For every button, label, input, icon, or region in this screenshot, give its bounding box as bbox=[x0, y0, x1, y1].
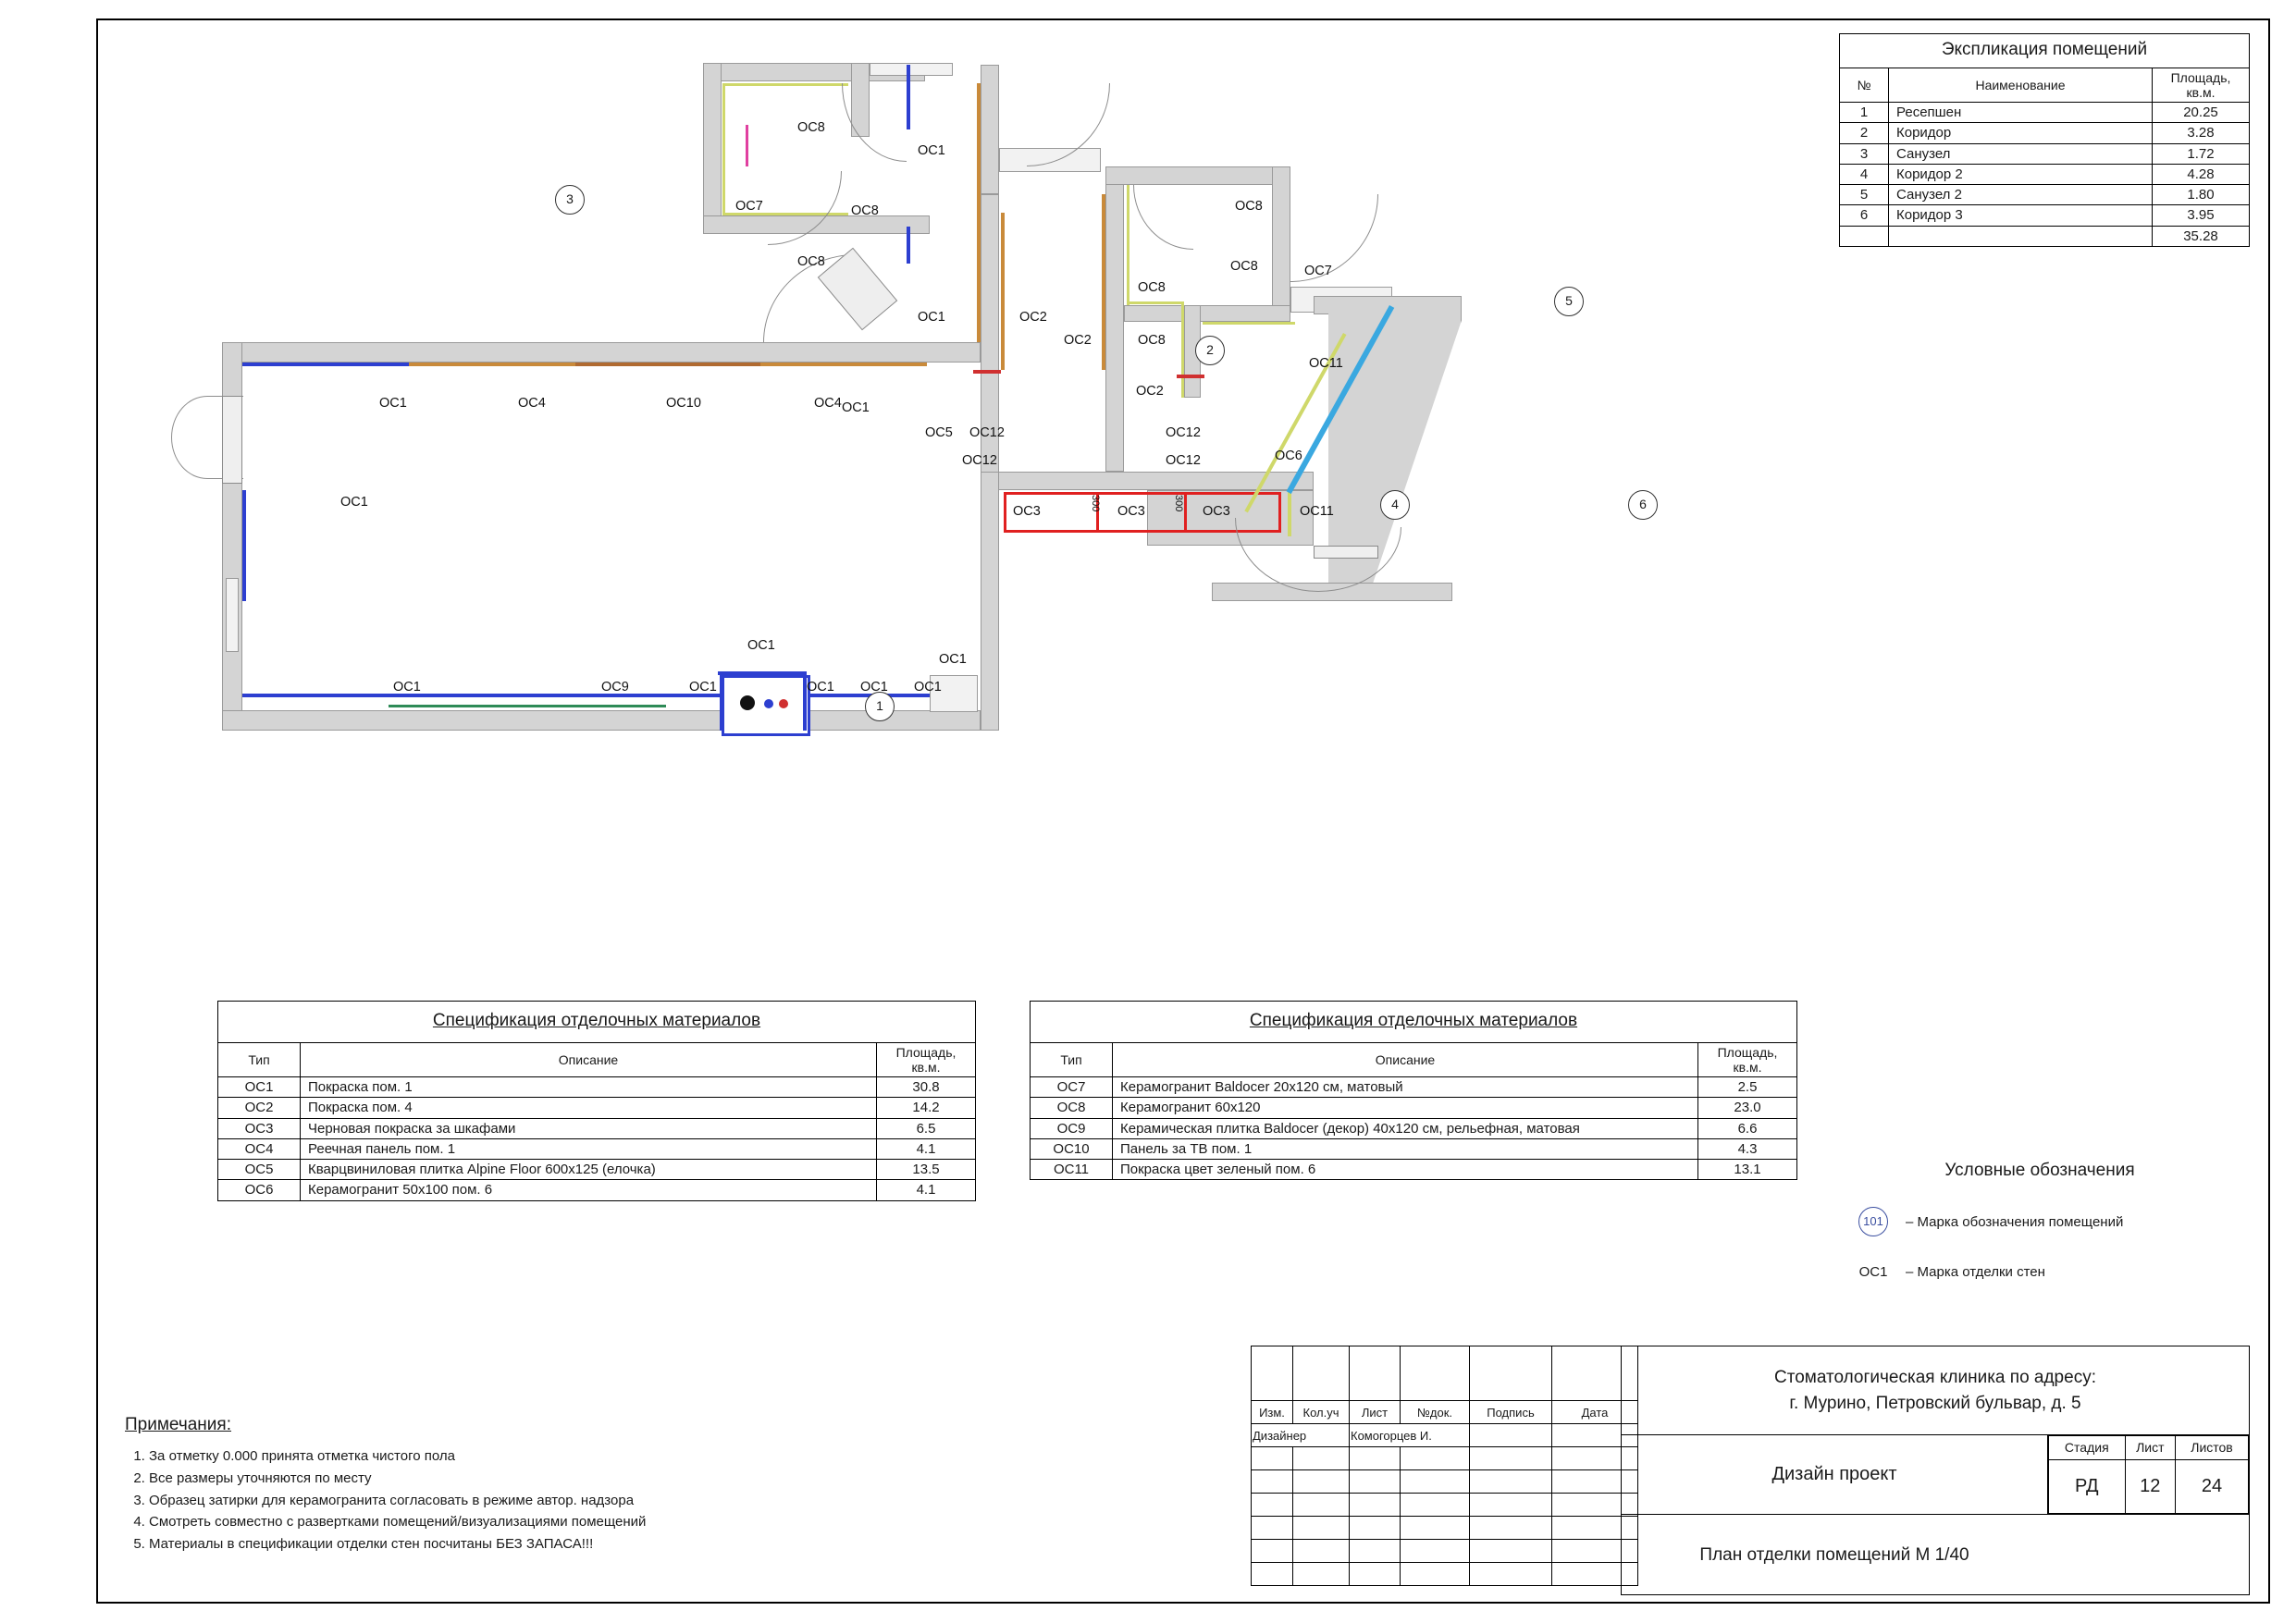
finish-line bbox=[1181, 301, 1184, 398]
finish-line bbox=[1127, 185, 1129, 305]
legend-item-label: – Марка отделки стен bbox=[1906, 1264, 2045, 1280]
table-row: РД 12 24 bbox=[2049, 1459, 2249, 1513]
room-marker: 2 bbox=[1195, 336, 1225, 365]
finish-line bbox=[720, 673, 723, 731]
door-swing-icon bbox=[842, 83, 907, 162]
finish-line bbox=[1203, 322, 1295, 325]
room-marker-symbol: 101 bbox=[1841, 1207, 1906, 1236]
table-row: ОС2 Покраска пом. 4 14.2 bbox=[218, 1098, 976, 1118]
finish-marker-symbol: ОС1 bbox=[1858, 1264, 1888, 1280]
door-swing-icon bbox=[1235, 518, 1318, 592]
finish-line bbox=[907, 227, 910, 264]
wall bbox=[222, 342, 981, 363]
table-row: 4 Коридор 2 4.28 bbox=[1840, 164, 2250, 184]
wall bbox=[1105, 166, 1124, 472]
finish-line bbox=[1177, 375, 1204, 378]
finish-label: ОС12 bbox=[1166, 425, 1201, 440]
door bbox=[222, 396, 242, 484]
explication-table bbox=[1839, 33, 2250, 247]
table-row: 1 Ресепшен 20.25 bbox=[1840, 103, 2250, 123]
finish-line bbox=[1001, 213, 1005, 370]
note-item: 1. За отметку 0.000 принята отметка чистого пола bbox=[149, 1448, 957, 1466]
finish-label: ОС1 bbox=[807, 680, 834, 695]
note-item: 3. Образец затирки для керамогранита согласовать в режиме автор. надзора bbox=[149, 1493, 957, 1510]
legend-title: Условные обозначения bbox=[1944, 1161, 2135, 1180]
notes-block bbox=[125, 1415, 957, 1558]
finish-label: ОС12 bbox=[962, 453, 997, 468]
finish-label: ОС1 bbox=[842, 400, 870, 415]
finish-label: ОС8 bbox=[851, 203, 879, 218]
finish-line bbox=[242, 490, 246, 601]
table-row: ОС4 Реечная панель пом. 1 4.1 bbox=[218, 1138, 976, 1159]
table-total-row bbox=[1840, 226, 2250, 246]
dimension-label: 300 bbox=[1090, 495, 1101, 512]
finish-label: ОС12 bbox=[1166, 453, 1201, 468]
finish-label: ОС1 bbox=[914, 680, 942, 695]
table-header-row bbox=[1840, 68, 2250, 103]
legend-item-finish-marker bbox=[1841, 1264, 2239, 1280]
col-name: Наименование bbox=[1889, 68, 2153, 103]
col-area: Площадь, кв.м. bbox=[2153, 68, 2250, 103]
table-row: 6 Коридор 3 3.95 bbox=[1840, 205, 2250, 226]
room-marker: 3 bbox=[555, 185, 585, 215]
table-row: 5 Санузел 2 1.80 bbox=[1840, 185, 2250, 205]
object-name: Стоматологическая клиника по адресу: г. Мурино, Петровский бульвар, д. 5 bbox=[1622, 1346, 2249, 1435]
finish-line bbox=[409, 363, 575, 366]
col-description: Описание bbox=[301, 1043, 877, 1077]
finish-line bbox=[973, 370, 1001, 374]
spec-right-title: Спецификация отделочных материалов bbox=[1030, 1001, 1797, 1042]
col-area: Площадь, кв.м. bbox=[1698, 1043, 1797, 1077]
spec-table-right bbox=[1030, 1001, 1797, 1180]
table-row: 2 Коридор 3.28 bbox=[1840, 123, 2250, 143]
notes-title: Примечания: bbox=[125, 1415, 231, 1434]
table-row: ОС6 Керамогранит 50х100 пом. 6 4.1 bbox=[218, 1180, 976, 1200]
table-row: ОС9 Керамическая плитка Baldocer (декор) 40х120 см, рельефная, матовая 6.6 bbox=[1031, 1118, 1797, 1138]
note-item: 2. Все размеры уточняются по месту bbox=[149, 1470, 957, 1488]
finish-line bbox=[746, 125, 748, 166]
door bbox=[1314, 546, 1378, 559]
finish-label: ОС2 bbox=[1064, 333, 1092, 348]
finish-line bbox=[724, 83, 848, 86]
room-marker: 4 bbox=[1380, 490, 1410, 520]
finish-label: ОС1 bbox=[689, 680, 717, 695]
finish-label: ОС8 bbox=[797, 120, 825, 135]
finish-label: ОС6 bbox=[1275, 449, 1302, 463]
note-item: 4. Смотреть совместно с развертками помещений/визуализациями помещений bbox=[149, 1514, 957, 1531]
window bbox=[226, 578, 239, 652]
finish-label: ОС1 bbox=[747, 638, 775, 653]
finish-line bbox=[389, 705, 666, 707]
finish-line bbox=[1127, 301, 1184, 304]
title-right-block bbox=[1621, 1346, 2250, 1595]
finish-label: ОС8 bbox=[1138, 333, 1166, 348]
finish-label: ОС2 bbox=[1019, 310, 1047, 325]
table-row: 3 Санузел 1.72 bbox=[1840, 143, 2250, 164]
finish-line bbox=[242, 694, 945, 697]
wall bbox=[1105, 166, 1290, 185]
col-number: № bbox=[1840, 68, 1889, 103]
finish-line bbox=[907, 65, 910, 129]
finish-label: ОС8 bbox=[1235, 199, 1263, 214]
role-cell: Дизайнер bbox=[1252, 1424, 1350, 1447]
spec-table-left bbox=[217, 1001, 976, 1201]
finish-label: ОС3 bbox=[1117, 504, 1145, 519]
table-header-row: Изм. Кол.уч Лист №док. Подпись Дата bbox=[1252, 1401, 1638, 1424]
finish-label: ОС4 bbox=[814, 396, 842, 411]
finish-label: ОС11 bbox=[1309, 356, 1343, 371]
window bbox=[870, 63, 953, 76]
dot bbox=[740, 695, 755, 710]
room-marker: 6 bbox=[1628, 490, 1658, 520]
total-area: 35.28 bbox=[2153, 226, 2250, 246]
col-type: Тип bbox=[1031, 1043, 1113, 1077]
dot bbox=[764, 699, 773, 708]
document-type: Дизайн проект bbox=[1622, 1435, 2047, 1515]
table-row bbox=[1252, 1494, 1638, 1517]
finish-line bbox=[722, 83, 725, 215]
spec-left-title: Спецификация отделочных материалов bbox=[217, 1001, 976, 1042]
finish-label: ОС1 bbox=[340, 495, 368, 510]
finish-label: ОС8 bbox=[1138, 280, 1166, 295]
table-header-row bbox=[1031, 1043, 1797, 1077]
finish-line-red bbox=[1004, 492, 1006, 533]
dimension-label: 300 bbox=[1173, 495, 1184, 512]
stage-sheet-table bbox=[2047, 1435, 2249, 1515]
col-type: Тип bbox=[218, 1043, 301, 1077]
note-item: 5. Материалы в спецификации отделки стен посчитаны БЕЗ ЗАПАСА!!! bbox=[149, 1536, 957, 1554]
legend bbox=[1841, 1161, 2239, 1308]
table-header-row bbox=[218, 1043, 976, 1077]
finish-label: ОС3 bbox=[1013, 504, 1041, 519]
person-cell: Комогорцев И. bbox=[1350, 1424, 1470, 1447]
table-row: ОС5 Кварцвиниловая плитка Alpine Floor 600x125 (елочка) 13.5 bbox=[218, 1160, 976, 1180]
finish-label: ОС1 bbox=[379, 396, 407, 411]
finish-line bbox=[760, 363, 927, 366]
table-header-row: Стадия Лист Листов bbox=[2049, 1436, 2249, 1460]
legend-item-label: – Марка обозначения помещений bbox=[1906, 1213, 2124, 1230]
finish-label: ОС12 bbox=[969, 425, 1005, 440]
finish-line bbox=[575, 363, 760, 366]
wall bbox=[1124, 305, 1290, 322]
room-marker: 1 bbox=[865, 692, 895, 721]
wall bbox=[981, 472, 999, 731]
col-description: Описание bbox=[1113, 1043, 1698, 1077]
finish-line bbox=[1102, 194, 1105, 370]
finish-label: ОС8 bbox=[797, 254, 825, 269]
finish-label: ОС2 bbox=[1136, 384, 1164, 399]
finish-label: ОС1 bbox=[393, 680, 421, 695]
table-row: ОС11 Покраска цвет зеленый пом. 6 13.1 bbox=[1031, 1160, 1797, 1180]
table-row: ОС1 Покраска пом. 1 30.8 bbox=[218, 1077, 976, 1098]
table-row bbox=[1252, 1517, 1638, 1540]
finish-label: ОС1 bbox=[860, 680, 888, 695]
finish-label: ОС4 bbox=[518, 396, 546, 411]
col-area: Площадь, кв.м. bbox=[877, 1043, 976, 1077]
revision-grid bbox=[1251, 1346, 1638, 1586]
finish-label: ОС1 bbox=[918, 143, 945, 158]
title-block bbox=[1251, 1346, 2250, 1595]
finish-label: ОС9 bbox=[601, 680, 629, 695]
finish-label: ОС7 bbox=[1304, 264, 1332, 278]
finish-line-red bbox=[1004, 492, 1281, 495]
finish-label: ОС1 bbox=[939, 652, 967, 667]
finish-line-red bbox=[1184, 492, 1187, 533]
door-swing-icon bbox=[1133, 185, 1193, 250]
sheet-name: План отделки помещений М 1/40 bbox=[1699, 1544, 1969, 1565]
dot bbox=[779, 699, 788, 708]
finish-line bbox=[977, 83, 981, 361]
door-swing-icon bbox=[768, 171, 842, 245]
wall bbox=[981, 65, 999, 194]
wall bbox=[1272, 166, 1290, 324]
finish-label: ОС1 bbox=[918, 310, 945, 325]
explication-title: Экспликация помещений bbox=[1839, 33, 2250, 68]
table-row: ОС3 Черновая покраска за шкафами 6.5 bbox=[218, 1118, 976, 1138]
finish-label: ОС11 bbox=[1300, 504, 1334, 519]
table-row bbox=[1252, 1563, 1638, 1586]
table-row bbox=[1252, 1424, 1638, 1447]
table-row: ОС7 Керамогранит Baldocer 20х120 см, матовый 2.5 bbox=[1031, 1077, 1797, 1098]
finish-label: ОС7 bbox=[735, 199, 763, 214]
floor-plan bbox=[111, 28, 1832, 971]
finish-label: ОС10 bbox=[666, 396, 701, 411]
room-marker: 5 bbox=[1554, 287, 1584, 316]
table-row bbox=[1252, 1447, 1638, 1470]
finish-label: ОС3 bbox=[1203, 504, 1230, 519]
finish-line bbox=[718, 671, 807, 675]
table-row bbox=[1252, 1540, 1638, 1563]
table-row bbox=[1252, 1346, 1638, 1401]
table-row: ОС10 Панель за ТВ пом. 1 4.3 bbox=[1031, 1138, 1797, 1159]
table-row: ОС8 Керамогранит 60х120 23.0 bbox=[1031, 1098, 1797, 1118]
table-row bbox=[1252, 1470, 1638, 1494]
legend-item-room-marker bbox=[1841, 1207, 2239, 1236]
finish-label: ОС8 bbox=[1230, 259, 1258, 274]
finish-line bbox=[242, 363, 409, 366]
finish-label: ОС5 bbox=[925, 425, 953, 440]
wall bbox=[703, 63, 722, 234]
